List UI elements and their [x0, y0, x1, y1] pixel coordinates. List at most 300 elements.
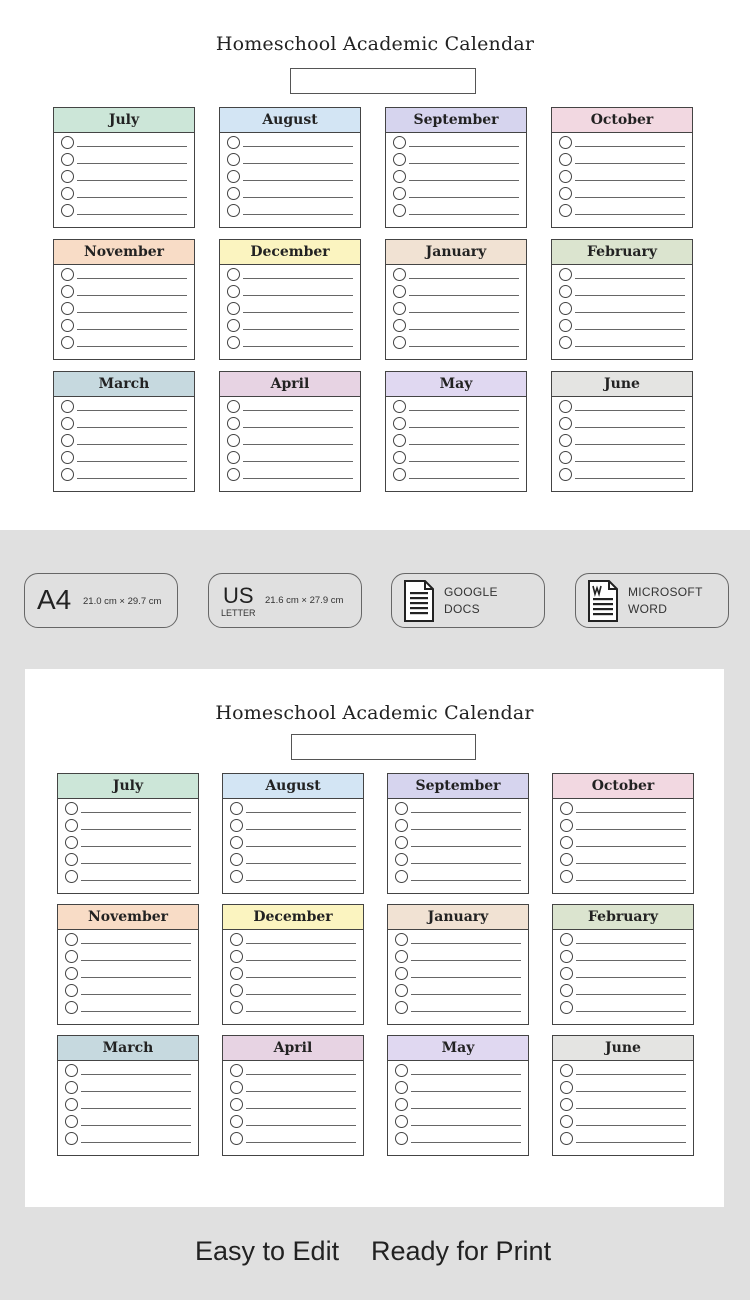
task-line[interactable]: [575, 180, 685, 181]
task-line[interactable]: [243, 478, 353, 479]
task-checkbox[interactable]: [230, 802, 243, 815]
task-row: [220, 333, 360, 350]
task-row: [220, 414, 360, 431]
task-checkbox[interactable]: [230, 819, 243, 832]
task-row: [54, 397, 194, 414]
month-header: May: [386, 372, 526, 397]
task-line[interactable]: [243, 197, 353, 198]
task-checkbox[interactable]: [395, 933, 408, 946]
task-row: [58, 816, 198, 833]
task-checkbox[interactable]: [560, 984, 573, 997]
task-line[interactable]: [575, 410, 685, 411]
task-line[interactable]: [409, 346, 519, 347]
month-card-october: [552, 773, 694, 894]
task-checkbox[interactable]: [65, 836, 78, 849]
task-checkbox[interactable]: [230, 1098, 243, 1111]
task-line[interactable]: [243, 461, 353, 462]
task-row: [54, 184, 194, 201]
task-row: [386, 414, 526, 431]
task-checkbox[interactable]: [395, 1098, 408, 1111]
task-checkbox[interactable]: [393, 204, 406, 217]
task-checkbox[interactable]: [559, 451, 572, 464]
task-line[interactable]: [576, 977, 686, 978]
task-line[interactable]: [575, 295, 685, 296]
us-letter-format-badge: [208, 573, 362, 628]
task-line[interactable]: [246, 1142, 356, 1143]
task-checkbox[interactable]: [61, 136, 74, 149]
task-checkbox[interactable]: [227, 187, 240, 200]
task-line[interactable]: [409, 444, 519, 445]
task-checkbox[interactable]: [227, 268, 240, 281]
task-checkbox[interactable]: [61, 319, 74, 332]
task-row: [220, 316, 360, 333]
task-row: [58, 930, 198, 947]
task-checkbox[interactable]: [395, 870, 408, 883]
task-checkbox[interactable]: [61, 336, 74, 349]
task-checkbox[interactable]: [65, 1064, 78, 1077]
task-row: [58, 998, 198, 1015]
task-checkbox[interactable]: [65, 1001, 78, 1014]
task-checkbox[interactable]: [230, 1115, 243, 1128]
task-line[interactable]: [77, 444, 187, 445]
task-checkbox[interactable]: [393, 417, 406, 430]
task-line[interactable]: [576, 1108, 686, 1109]
task-line[interactable]: [81, 1074, 191, 1075]
task-line[interactable]: [77, 410, 187, 411]
task-checkbox[interactable]: [559, 136, 572, 149]
google-docs-line1: GOOGLE: [444, 585, 498, 599]
task-line[interactable]: [77, 146, 187, 147]
task-checkbox[interactable]: [559, 468, 572, 481]
task-line[interactable]: [243, 346, 353, 347]
a4-size: 21.0 cm × 29.7 cm: [83, 596, 162, 607]
task-checkbox[interactable]: [560, 1001, 573, 1014]
task-row: [553, 833, 693, 850]
task-line[interactable]: [246, 977, 356, 978]
month-card-november: [57, 904, 199, 1025]
google-docs-document-icon: [403, 580, 435, 622]
task-row: [386, 431, 526, 448]
task-line[interactable]: [246, 846, 356, 847]
task-line[interactable]: [575, 278, 685, 279]
task-row: [223, 1112, 363, 1129]
task-checkbox[interactable]: [560, 853, 573, 866]
task-line[interactable]: [246, 943, 356, 944]
task-checkbox[interactable]: [65, 1132, 78, 1145]
task-checkbox[interactable]: [393, 268, 406, 281]
task-line[interactable]: [246, 1108, 356, 1109]
month-card-october: [551, 107, 693, 228]
task-checkbox[interactable]: [560, 1064, 573, 1077]
task-line[interactable]: [409, 197, 519, 198]
task-line[interactable]: [243, 444, 353, 445]
task-line[interactable]: [575, 312, 685, 313]
task-line[interactable]: [576, 1074, 686, 1075]
task-line[interactable]: [81, 1125, 191, 1126]
task-checkbox[interactable]: [227, 468, 240, 481]
task-line[interactable]: [243, 180, 353, 181]
task-line[interactable]: [77, 214, 187, 215]
task-checkbox[interactable]: [559, 336, 572, 349]
task-checkbox[interactable]: [559, 268, 572, 281]
task-row: [388, 833, 528, 850]
task-checkbox[interactable]: [65, 1098, 78, 1111]
task-line[interactable]: [576, 994, 686, 995]
task-line[interactable]: [575, 197, 685, 198]
task-checkbox[interactable]: [65, 967, 78, 980]
word-document-icon: [587, 580, 619, 622]
task-checkbox[interactable]: [560, 1132, 573, 1145]
task-line[interactable]: [243, 146, 353, 147]
task-line[interactable]: [77, 478, 187, 479]
task-row: [58, 867, 198, 884]
task-checkbox[interactable]: [559, 417, 572, 430]
task-line[interactable]: [246, 994, 356, 995]
task-checkbox[interactable]: [65, 802, 78, 815]
task-line[interactable]: [409, 146, 519, 147]
month-header: August: [220, 108, 360, 133]
task-line[interactable]: [77, 329, 187, 330]
task-checkbox[interactable]: [230, 870, 243, 883]
task-checkbox[interactable]: [230, 836, 243, 849]
task-line[interactable]: [411, 863, 521, 864]
task-line[interactable]: [77, 295, 187, 296]
task-row: [223, 799, 363, 816]
task-row: [552, 431, 692, 448]
task-checkbox[interactable]: [393, 434, 406, 447]
task-line[interactable]: [409, 427, 519, 428]
task-checkbox[interactable]: [395, 836, 408, 849]
task-line[interactable]: [575, 214, 685, 215]
task-checkbox[interactable]: [395, 950, 408, 963]
task-checkbox[interactable]: [559, 285, 572, 298]
task-checkbox[interactable]: [65, 819, 78, 832]
task-line[interactable]: [576, 846, 686, 847]
task-row: [223, 867, 363, 884]
task-checkbox[interactable]: [65, 870, 78, 883]
task-row: [58, 1129, 198, 1146]
task-checkbox[interactable]: [393, 468, 406, 481]
month-card-june: [551, 371, 693, 492]
task-checkbox[interactable]: [560, 1081, 573, 1094]
task-checkbox[interactable]: [395, 1001, 408, 1014]
task-checkbox[interactable]: [395, 802, 408, 815]
task-line[interactable]: [81, 829, 191, 830]
month-card-april: [219, 371, 361, 492]
task-line[interactable]: [246, 960, 356, 961]
task-line[interactable]: [409, 478, 519, 479]
task-line[interactable]: [409, 410, 519, 411]
task-row: [54, 414, 194, 431]
task-line[interactable]: [576, 1142, 686, 1143]
task-line[interactable]: [246, 1091, 356, 1092]
task-checkbox[interactable]: [559, 153, 572, 166]
task-line[interactable]: [411, 846, 521, 847]
task-checkbox[interactable]: [395, 1115, 408, 1128]
year-input-box[interactable]: [290, 68, 476, 94]
task-line[interactable]: [246, 1011, 356, 1012]
task-line[interactable]: [409, 461, 519, 462]
task-checkbox[interactable]: [560, 802, 573, 815]
task-line[interactable]: [576, 863, 686, 864]
task-line[interactable]: [576, 829, 686, 830]
task-line[interactable]: [246, 880, 356, 881]
task-line[interactable]: [81, 977, 191, 978]
task-line[interactable]: [81, 943, 191, 944]
task-checkbox[interactable]: [559, 400, 572, 413]
task-checkbox[interactable]: [227, 170, 240, 183]
task-checkbox[interactable]: [61, 170, 74, 183]
task-line[interactable]: [243, 295, 353, 296]
task-line[interactable]: [81, 880, 191, 881]
task-checkbox[interactable]: [61, 302, 74, 315]
task-line[interactable]: [243, 329, 353, 330]
month-card-december: [222, 904, 364, 1025]
task-checkbox[interactable]: [560, 819, 573, 832]
task-line[interactable]: [409, 163, 519, 164]
task-line[interactable]: [243, 163, 353, 164]
task-line[interactable]: [575, 163, 685, 164]
task-checkbox[interactable]: [61, 187, 74, 200]
task-line[interactable]: [77, 180, 187, 181]
month-header: July: [54, 108, 194, 133]
task-line[interactable]: [409, 278, 519, 279]
task-checkbox[interactable]: [61, 417, 74, 430]
task-checkbox[interactable]: [559, 302, 572, 315]
task-checkbox[interactable]: [65, 984, 78, 997]
task-line[interactable]: [77, 278, 187, 279]
task-checkbox[interactable]: [395, 984, 408, 997]
task-row: [58, 981, 198, 998]
task-line[interactable]: [243, 278, 353, 279]
task-line[interactable]: [81, 1091, 191, 1092]
task-checkbox[interactable]: [230, 1064, 243, 1077]
task-line[interactable]: [409, 312, 519, 313]
task-checkbox[interactable]: [560, 836, 573, 849]
month-header: August: [223, 774, 363, 799]
task-line[interactable]: [411, 812, 521, 813]
task-line[interactable]: [411, 829, 521, 830]
task-line[interactable]: [246, 829, 356, 830]
task-line[interactable]: [411, 1091, 521, 1092]
task-line[interactable]: [77, 427, 187, 428]
task-line[interactable]: [81, 960, 191, 961]
task-line[interactable]: [575, 427, 685, 428]
task-line[interactable]: [576, 880, 686, 881]
task-line[interactable]: [575, 146, 685, 147]
task-row: [386, 397, 526, 414]
task-checkbox[interactable]: [65, 853, 78, 866]
task-row: [220, 465, 360, 482]
task-row: [552, 184, 692, 201]
task-checkbox[interactable]: [560, 870, 573, 883]
task-checkbox[interactable]: [395, 1132, 408, 1145]
task-line[interactable]: [81, 1108, 191, 1109]
task-line[interactable]: [246, 812, 356, 813]
task-checkbox[interactable]: [393, 336, 406, 349]
task-checkbox[interactable]: [395, 1081, 408, 1094]
task-line[interactable]: [77, 163, 187, 164]
task-checkbox[interactable]: [227, 434, 240, 447]
task-line[interactable]: [243, 410, 353, 411]
task-line[interactable]: [575, 346, 685, 347]
task-line[interactable]: [576, 1125, 686, 1126]
task-checkbox[interactable]: [227, 336, 240, 349]
task-checkbox[interactable]: [230, 950, 243, 963]
task-line[interactable]: [576, 812, 686, 813]
month-card-june: [552, 1035, 694, 1156]
task-line[interactable]: [411, 960, 521, 961]
task-line[interactable]: [246, 863, 356, 864]
task-line[interactable]: [246, 1074, 356, 1075]
task-line[interactable]: [576, 960, 686, 961]
task-checkbox[interactable]: [227, 417, 240, 430]
task-checkbox[interactable]: [395, 819, 408, 832]
task-line[interactable]: [411, 1011, 521, 1012]
task-row: [552, 465, 692, 482]
task-line[interactable]: [576, 1011, 686, 1012]
task-checkbox[interactable]: [559, 434, 572, 447]
task-checkbox[interactable]: [559, 170, 572, 183]
task-line[interactable]: [77, 312, 187, 313]
task-row: [54, 316, 194, 333]
task-line[interactable]: [243, 427, 353, 428]
task-checkbox[interactable]: [65, 1081, 78, 1094]
task-checkbox[interactable]: [393, 170, 406, 183]
task-checkbox[interactable]: [227, 204, 240, 217]
task-line[interactable]: [409, 329, 519, 330]
task-line[interactable]: [411, 1074, 521, 1075]
year-input-box[interactable]: [291, 734, 476, 760]
task-row: [552, 414, 692, 431]
task-checkbox[interactable]: [61, 204, 74, 217]
task-row: [220, 299, 360, 316]
task-checkbox[interactable]: [560, 933, 573, 946]
task-line[interactable]: [77, 197, 187, 198]
task-line[interactable]: [411, 994, 521, 995]
task-line[interactable]: [411, 1108, 521, 1109]
task-line[interactable]: [77, 346, 187, 347]
task-checkbox[interactable]: [395, 853, 408, 866]
task-checkbox[interactable]: [227, 136, 240, 149]
task-line[interactable]: [576, 943, 686, 944]
task-checkbox[interactable]: [227, 285, 240, 298]
task-checkbox[interactable]: [230, 1132, 243, 1145]
task-line[interactable]: [411, 880, 521, 881]
task-row: [58, 947, 198, 964]
task-line[interactable]: [409, 180, 519, 181]
task-row: [553, 867, 693, 884]
task-checkbox[interactable]: [227, 319, 240, 332]
task-checkbox[interactable]: [61, 268, 74, 281]
task-line[interactable]: [81, 863, 191, 864]
task-row: [223, 1129, 363, 1146]
task-checkbox[interactable]: [65, 1115, 78, 1128]
task-row: [58, 1095, 198, 1112]
task-checkbox[interactable]: [61, 451, 74, 464]
task-checkbox[interactable]: [559, 187, 572, 200]
task-checkbox[interactable]: [393, 187, 406, 200]
task-line[interactable]: [409, 214, 519, 215]
task-line[interactable]: [81, 994, 191, 995]
task-checkbox[interactable]: [393, 302, 406, 315]
task-checkbox[interactable]: [560, 1115, 573, 1128]
task-checkbox[interactable]: [61, 400, 74, 413]
task-checkbox[interactable]: [227, 302, 240, 315]
task-line[interactable]: [409, 295, 519, 296]
task-row: [54, 150, 194, 167]
task-row: [552, 201, 692, 218]
task-checkbox[interactable]: [61, 153, 74, 166]
task-row: [58, 1112, 198, 1129]
task-checkbox[interactable]: [559, 204, 572, 217]
task-checkbox[interactable]: [393, 319, 406, 332]
task-checkbox[interactable]: [393, 153, 406, 166]
task-checkbox[interactable]: [560, 950, 573, 963]
task-checkbox[interactable]: [393, 285, 406, 298]
task-checkbox[interactable]: [227, 451, 240, 464]
task-line[interactable]: [246, 1125, 356, 1126]
task-line[interactable]: [77, 461, 187, 462]
task-line[interactable]: [575, 444, 685, 445]
task-checkbox[interactable]: [227, 400, 240, 413]
task-line[interactable]: [243, 312, 353, 313]
month-card-august: [222, 773, 364, 894]
task-line[interactable]: [411, 1125, 521, 1126]
task-row: [223, 947, 363, 964]
task-checkbox[interactable]: [61, 434, 74, 447]
task-line[interactable]: [575, 329, 685, 330]
task-line[interactable]: [81, 1011, 191, 1012]
task-checkbox[interactable]: [395, 967, 408, 980]
task-row: [54, 448, 194, 465]
task-checkbox[interactable]: [393, 400, 406, 413]
task-checkbox[interactable]: [230, 967, 243, 980]
task-row: [386, 465, 526, 482]
task-line[interactable]: [243, 214, 353, 215]
task-line[interactable]: [81, 846, 191, 847]
task-checkbox[interactable]: [230, 1001, 243, 1014]
task-line[interactable]: [575, 461, 685, 462]
task-checkbox[interactable]: [65, 933, 78, 946]
task-checkbox[interactable]: [61, 468, 74, 481]
task-checkbox[interactable]: [230, 984, 243, 997]
task-line[interactable]: [576, 1091, 686, 1092]
task-line[interactable]: [81, 812, 191, 813]
task-checkbox[interactable]: [65, 950, 78, 963]
month-card-march: [57, 1035, 199, 1156]
month-card-february: [551, 239, 693, 360]
task-row: [223, 981, 363, 998]
task-checkbox[interactable]: [559, 319, 572, 332]
task-checkbox[interactable]: [560, 967, 573, 980]
task-line[interactable]: [81, 1142, 191, 1143]
task-checkbox[interactable]: [230, 933, 243, 946]
task-checkbox[interactable]: [560, 1098, 573, 1111]
task-line[interactable]: [411, 1142, 521, 1143]
task-checkbox[interactable]: [227, 153, 240, 166]
task-checkbox[interactable]: [393, 451, 406, 464]
task-line[interactable]: [575, 478, 685, 479]
task-checkbox[interactable]: [230, 1081, 243, 1094]
month-header: March: [58, 1036, 198, 1061]
task-checkbox[interactable]: [393, 136, 406, 149]
task-checkbox[interactable]: [395, 1064, 408, 1077]
task-line[interactable]: [411, 943, 521, 944]
task-checkbox[interactable]: [230, 853, 243, 866]
task-checkbox[interactable]: [61, 285, 74, 298]
task-line[interactable]: [411, 977, 521, 978]
